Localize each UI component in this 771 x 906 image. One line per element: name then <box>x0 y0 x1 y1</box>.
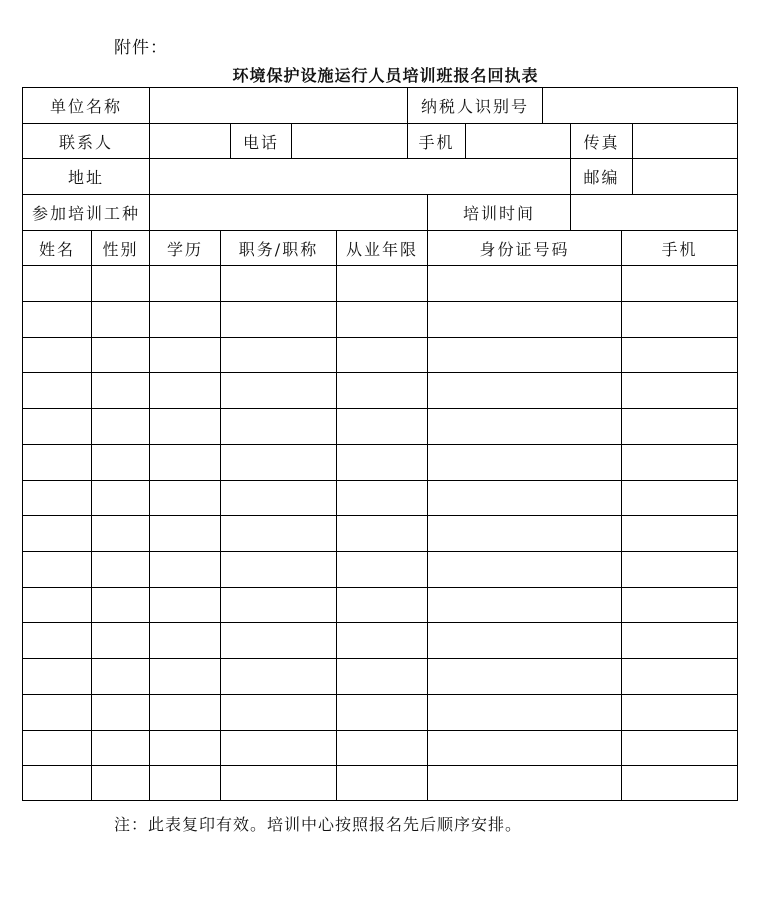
training-type-label: 参加培训工种 <box>31 204 140 223</box>
training-type-field[interactable] <box>150 195 427 230</box>
form-title: 环境保护设施运行人员培训班报名回执表 <box>232 66 539 85</box>
column-header-mobile: 手机 <box>661 239 698 259</box>
table-row[interactable] <box>23 266 737 301</box>
table-row[interactable] <box>23 445 737 480</box>
phone-label: 电话 <box>242 132 279 152</box>
unit-name-label: 单位名称 <box>49 97 122 116</box>
table-row[interactable] <box>23 373 737 408</box>
table-row[interactable] <box>23 588 737 622</box>
unit-name-field[interactable] <box>150 88 407 123</box>
footnote: 注：此表复印有效。培训中心按照报名先后顺序安排。 <box>114 815 523 834</box>
table-row[interactable] <box>23 552 737 587</box>
column-header-id-number: 身份证号码 <box>479 239 570 259</box>
postcode-label: 邮编 <box>583 168 620 187</box>
training-time-label: 培训时间 <box>462 204 535 223</box>
table-row[interactable] <box>23 695 737 730</box>
contact-label: 联系人 <box>58 132 113 152</box>
table-row[interactable] <box>23 623 737 658</box>
fax-label: 传真 <box>583 132 620 152</box>
table-row[interactable] <box>23 409 737 444</box>
column-header-education: 学历 <box>166 239 203 259</box>
taxpayer-id-label: 纳税人识别号 <box>420 97 529 116</box>
column-header-position: 职务/职称 <box>238 239 319 259</box>
table-row[interactable] <box>23 731 737 765</box>
taxpayer-id-field[interactable] <box>543 88 737 123</box>
postcode-field[interactable] <box>633 159 737 194</box>
mobile-label: 手机 <box>418 132 455 152</box>
mobile-field[interactable] <box>466 124 570 158</box>
attachment-label: 附件： <box>114 38 168 58</box>
column-header-years: 从业年限 <box>345 239 418 259</box>
address-field[interactable] <box>150 159 570 194</box>
column-header-gender: 性别 <box>102 239 139 259</box>
training-time-field[interactable] <box>571 195 737 230</box>
table-row[interactable] <box>23 338 737 372</box>
fax-field[interactable] <box>633 124 737 158</box>
table-row[interactable] <box>23 516 737 551</box>
table-row[interactable] <box>23 302 737 337</box>
table-row[interactable] <box>23 659 737 694</box>
table-row[interactable] <box>23 481 737 515</box>
contact-field[interactable] <box>150 124 230 158</box>
phone-field[interactable] <box>292 124 407 158</box>
column-header-name: 姓名 <box>38 239 75 259</box>
table-row[interactable] <box>23 766 737 800</box>
address-label: 地址 <box>67 168 104 187</box>
